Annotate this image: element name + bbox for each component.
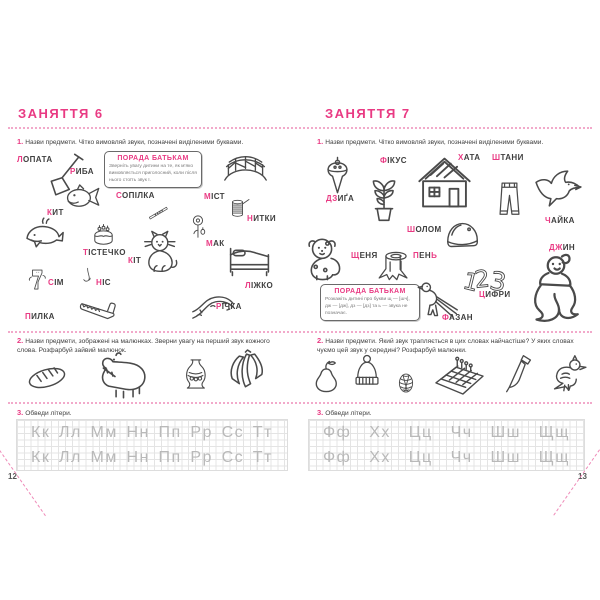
item-label-digits <box>479 290 511 299</box>
seven-icon <box>25 259 50 302</box>
item-label-bridge <box>204 192 225 201</box>
right-parent-tip-text: Розкажіть дитині про букви щ — [шч], дж — [дж], дз — [дз] та ь — звука не позначає. <box>325 297 410 317</box>
item-label-seagull <box>545 216 575 225</box>
label-text: ОПІЛКА <box>121 191 155 200</box>
highlighted-letter: Т <box>83 248 89 257</box>
label-text: ІЧКА <box>221 302 242 311</box>
item-label-ficus <box>380 156 407 165</box>
hippo-icon <box>81 349 166 402</box>
item-label-house <box>458 153 481 162</box>
item-label-helmet <box>407 225 442 234</box>
highlighted-letter: Л <box>17 155 24 164</box>
bed-icon <box>213 235 286 280</box>
right-section2-number: 2. <box>317 336 324 345</box>
label-text: ИБА <box>75 167 94 176</box>
river-icon <box>137 283 290 328</box>
label-text: АТА <box>463 153 481 162</box>
cone-icon <box>391 366 421 399</box>
highlighted-letter: Щ <box>351 251 360 260</box>
item-label-saw <box>25 312 55 321</box>
label-text: АЙКА <box>551 216 575 225</box>
highlighted-letter: П <box>413 251 420 260</box>
label-text: ЕН <box>419 251 432 260</box>
item-label-pants <box>492 153 524 162</box>
left-section3-number: 3. <box>17 408 24 417</box>
label-text: ИҐА <box>337 194 355 203</box>
highlighted-letter: Н <box>247 214 254 223</box>
left-parent-tip-box <box>104 151 202 188</box>
tracing-letters-row <box>17 425 287 441</box>
highlighted-letter: К <box>128 256 134 265</box>
left-section2-instruction: Назви предмети, зображені на малюнках. Зверни увагу на перший звук кожного слова. Розфарбуй зайвий малюнок. <box>17 338 270 354</box>
tracing-letter-pair: Фф <box>323 423 352 441</box>
highlighted-letter: Х <box>458 153 464 162</box>
item-label-puppy <box>351 251 378 260</box>
right-section1-number: 1. <box>317 137 324 146</box>
label-text: ІС <box>102 278 111 287</box>
right-section1-header <box>317 137 591 148</box>
tracing-letter-pair: Шш <box>490 448 521 466</box>
tracing-letter-pair: Цц <box>408 423 433 441</box>
pear-icon <box>306 354 345 401</box>
puppy-icon <box>303 233 356 288</box>
cake-icon <box>84 219 123 248</box>
item-label-cat <box>128 256 141 265</box>
label-text: ИН <box>562 243 576 252</box>
genie-icon <box>517 245 592 328</box>
vase-icon <box>177 349 214 402</box>
left-section3-header <box>17 408 72 419</box>
label-text: ІСТЕЧКО <box>88 248 126 257</box>
highlighted-letter: Ф <box>442 313 450 322</box>
label-text: ОПАТА <box>23 155 53 164</box>
item-label-genie <box>549 243 575 252</box>
highlighted-letter: С <box>48 278 55 287</box>
right-section1-instruction: Назви предмети. Чітко вимовляй звуки, позначені виділеними буквами. <box>325 139 544 146</box>
tracing-letter-pair: Пп <box>158 448 182 466</box>
saber-icon <box>497 349 541 401</box>
tracing-letter-pair: Пп <box>158 423 182 441</box>
top-icon <box>315 155 360 196</box>
cat-icon <box>141 227 188 279</box>
tracing-letter-pair: Сс <box>221 448 245 466</box>
item-label-stump <box>413 251 437 260</box>
label-text: АК <box>213 239 225 248</box>
label-text: АЗАН <box>449 313 473 322</box>
item-label-fish <box>70 167 94 176</box>
right-section3-number: 3. <box>317 408 324 417</box>
right-section3-header <box>317 408 372 419</box>
tracing-letter-pair: Чч <box>450 423 473 441</box>
highlighted-letter: М <box>206 239 214 248</box>
tracing-letter-pair: Кк <box>31 423 51 441</box>
lesson-6-heading: ЗАНЯТТЯ 6 <box>18 106 104 121</box>
highlighted-letter: ДЖ <box>549 243 563 252</box>
right-tracing-grid <box>308 419 585 471</box>
highlighted-letter: К <box>47 208 53 217</box>
highlighted-letter: Р <box>70 167 76 176</box>
tracing-letter-pair: Шш <box>490 423 521 441</box>
highlighted-letter: Р <box>216 302 222 311</box>
tracing-letters-row <box>309 450 584 466</box>
right-parent-tip-box <box>320 284 420 321</box>
saw-icon <box>53 285 142 324</box>
tracing-letter-pair: Рр <box>190 448 213 466</box>
label-text: ИФРИ <box>485 290 511 299</box>
item-label-shovel <box>17 155 53 164</box>
tracing-letter-pair: Нн <box>126 448 150 466</box>
left-section2-number: 2. <box>17 336 24 345</box>
fish-icon <box>63 177 101 215</box>
left-page-number: 12 <box>8 472 17 481</box>
separator-middle <box>8 331 592 333</box>
item-label-whale <box>47 208 64 217</box>
right-section2-header <box>317 336 591 356</box>
tracing-letter-pair: Сс <box>221 423 245 441</box>
tracing-letter-pair: Щщ <box>538 423 570 441</box>
highlighted-letter: М <box>204 192 212 201</box>
label-text: ТАНИ <box>500 153 524 162</box>
tracing-letter-pair: Лл <box>58 448 82 466</box>
seagull-icon <box>525 165 592 216</box>
label-text: ІТ <box>133 256 142 265</box>
tracing-letter-pair: Хх <box>369 448 391 466</box>
right-page-number: 13 <box>578 472 587 481</box>
separator-bottom <box>8 402 592 404</box>
label-text: ІЖКО <box>251 281 274 290</box>
right-parent-tip-title: ПОРАДА БАТЬКАМ <box>334 288 406 295</box>
highlighted-letter: С <box>116 191 122 200</box>
tracing-letter-pair: Щщ <box>538 448 570 466</box>
left-section2-header <box>17 336 289 356</box>
bridge-icon <box>199 145 292 190</box>
label-text: ЕНЯ <box>359 251 378 260</box>
tracing-letters-row <box>17 450 287 466</box>
label-text: ИТКИ <box>253 214 277 223</box>
label-text: ІМ <box>54 278 64 287</box>
right-section2-instruction: Назви предмети. Який звук трапляється в цих словах найчастіше? У яких словах чуємо цей звук у середині? Розфарбуй малюнки. <box>317 338 574 354</box>
left-section3-instruction: Обведи літери. <box>25 410 72 417</box>
left-section1-instruction: Назви предмети. Чітко вимовляй звуки, позначені виділеними буквами. <box>25 139 244 146</box>
label-text: ИТ <box>52 208 64 217</box>
banana-icon <box>217 349 278 400</box>
left-tracing-grid <box>16 419 288 471</box>
item-label-river <box>216 302 242 311</box>
tracing-letter-pair: Чч <box>450 448 473 466</box>
highlighted-letter: Л <box>245 281 252 290</box>
tracing-letter-pair: Фф <box>323 448 352 466</box>
item-label-spool <box>247 214 276 223</box>
pants-icon <box>489 161 530 238</box>
highlighted-letter: Ц <box>479 290 486 299</box>
tracing-letter-pair: Мм <box>90 423 118 441</box>
tracing-letter-pair: Лл <box>58 423 82 441</box>
tracing-letter-pair: Хх <box>369 423 391 441</box>
tracing-letter-pair: Тт <box>252 448 273 466</box>
tracing-letters-row <box>309 425 584 441</box>
helmet-icon <box>437 217 488 258</box>
highlighted-letter: Н <box>96 278 103 287</box>
label-text: ИЛКА <box>31 312 55 321</box>
tracing-letter-pair: Тт <box>252 423 273 441</box>
highlighted-letter: Ч <box>545 216 552 225</box>
ficus-icon <box>357 162 410 232</box>
label-text: ОЛОМ <box>415 225 442 234</box>
left-parent-tip-text: Зверніть увагу дитини на те, як м’яко вимовляється приголосний, коли після нього стоїть звук І. <box>109 164 197 184</box>
right-section3-instruction: Обведи літери. <box>325 410 372 417</box>
lesson-7-heading: ЗАНЯТТЯ 7 <box>325 106 411 121</box>
left-section1-number: 1. <box>17 137 24 146</box>
highlighted-letter: Ш <box>407 225 416 234</box>
whale-icon <box>14 214 77 256</box>
bread-icon <box>16 357 78 399</box>
item-label-top <box>326 194 354 203</box>
item-label-cake <box>83 248 126 257</box>
left-parent-tip-title: ПОРАДА БАТЬКАМ <box>117 155 189 162</box>
flute-icon <box>129 201 189 223</box>
bird-icon <box>541 353 594 399</box>
highlighted-letter: ДЗ <box>326 194 338 203</box>
label-text: ІСТ <box>211 192 225 201</box>
item-label-flute <box>116 191 155 200</box>
hat-icon <box>346 349 388 399</box>
separator-top <box>8 127 592 129</box>
tracing-letter-pair: Цц <box>408 448 433 466</box>
tracing-letter-pair: Мм <box>90 448 118 466</box>
item-label-pheasant <box>442 313 473 322</box>
highlighted-letter: Ь <box>431 251 438 260</box>
tracing-letter-pair: Кк <box>31 448 51 466</box>
tracing-letter-pair: Нн <box>126 423 150 441</box>
label-text: ІКУС <box>387 156 407 165</box>
highlighted-letter: Ф <box>380 156 388 165</box>
tracing-letter-pair: Рр <box>190 423 213 441</box>
highlighted-letter: Ш <box>492 153 501 162</box>
highlighted-letter: П <box>25 312 32 321</box>
